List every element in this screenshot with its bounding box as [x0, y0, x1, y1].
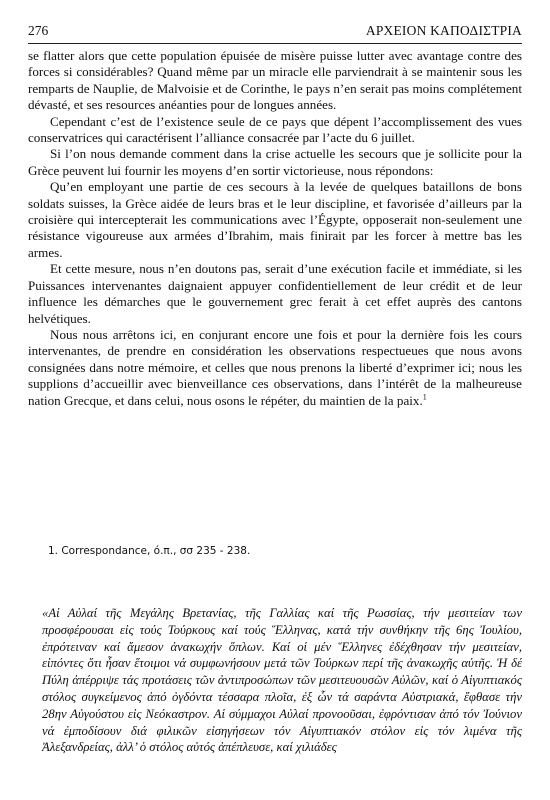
page-header	[28, 22, 522, 40]
header-rule	[28, 43, 522, 44]
paragraph: Cependant c’est de l’existence seule de ce pays que dépent l’accomplissement des vues conservatrices qui caractérisent l’alliance consacrée par l’acte du 6 juillet.	[28, 113, 522, 146]
paragraph: Qu’en employant une partie de ces secours à la levée de quelques bataillons de bons soldats suisses, la Grèce aidée de leurs bras et le leur discipline, et favorisée d’ailleurs par la croisière qui intercepterait les communications avec l’Égypte, opposerait non-seulement une résistance vigoureuse aux armées d’Ibrahim, mais finirait par les forcer à mettre bas les armes.	[28, 179, 522, 260]
greek-paragraph: «Αἱ Αὐλαί τῆς Μεγάλης Βρετανίας, τῆς Γαλλίας καί τῆς Ρωσσίας, τήν μεσιτείαν των προσφέρουσαι εἰς τούς Τούρκους καί τούς Ἕλληνας, κατά τήν συνθήκην τῆς 6ης Ἰουλίου, ἐπρότειναν καί ἄμεσον ἀνακωχήν ὅπλων. Καί οἱ μέν Ἕλληνες ἐδέχθησαν τήν μεσιτείαν, εἰπόντες ὅτι ἦσαν ἕτοιμοι νά συμφωνήσουν μετά τῶν Τούρκων περί τῆς ἀνακωχῆς αὐτῆς. Ἡ δέ Πύλη ἀπέρριψε τάς προτάσεις τῶν ἀντιπροσώπων τῶν μεσιτευουσῶν Αὐλῶν, καί ὁ Αἰγυπτιακός στόλος συγκείμενος ἀπό ὀγδόντα τέσσαρα πλοῖα, ἐξ ὧν τά σαράντα Αὐστριακά, ἔφθασε τήν 28ην Αὐγούστου εἰς Νεόκαστρον. Αἱ σύμμαχοι Αὐλαί προνοοῦσαι, ἐφρόντισαν ἀπό τόν Ἰούνιον νά ἐμποδίσουν διά φιλικῶν εἰσηγήσεων τόν Αἰγυπτιακόν στόλον εἰς τόν λιμένα τῆς Ἀλεξανδρείας, ἀλλ’ ὁ στόλος αὐτός ἀπέπλευσε, καί χιλιάδες	[42, 606, 522, 755]
main-text	[28, 48, 522, 409]
footnote-marker: 1	[422, 392, 427, 402]
footnote: 1. Correspondance, ό.π., σσ 235 - 238.	[48, 545, 251, 557]
greek-quotation	[42, 605, 522, 756]
running-head: ΑΡΧΕΙΟΝ ΚΑΠΟΔΙΣΤΡΙΑ	[365, 23, 522, 38]
paragraph: se flatter alors que cette population épuisée de misère puisse lutter avec avantage contre des forces si considérables? Quand même par un miracle elle parviendrait à se maintenir sous les remparts de Nauplie, de Malvoisie et de Corinthe, le pays n’en serait pas moins complétement dévasté, et ses resources anéanties pour de longues années.	[28, 48, 522, 113]
page-number: 276	[28, 23, 49, 38]
paragraph: Si l’on nous demande comment dans la crise actuelle les secours que je sollicite pour la Grèce peuvent lui fournir les moyens d’en sortir victorieuse, nous répondons:	[28, 146, 522, 178]
paragraph-text: Nous nous arrêtons ici, en conjurant encore une fois et pour la dernière fois les cours intervenantes, de prendre en considération les observations respectueues que nous avons consignées dans notre mémoire, et celles que nous prenons la liberté d’exprimer ici; nous les supplions d’accueillir avec bienveillance ces observations, dans l’intérêt de la malheureuse nation Grecque, et dans celui, nous osons le répéter, du maintien de la paix.	[28, 326, 522, 408]
paragraph: Et cette mesure, nous n’en doutons pas, serait d’une exécution facile et immédiate, si les Puissances intervenantes daignaient appuyer confidentiellement de leur crédit et de leur influence les démarches que le gouvernement grec ferait à cet effet auprès des cantons helvétiques.	[28, 261, 522, 326]
paragraph-last	[28, 327, 522, 409]
